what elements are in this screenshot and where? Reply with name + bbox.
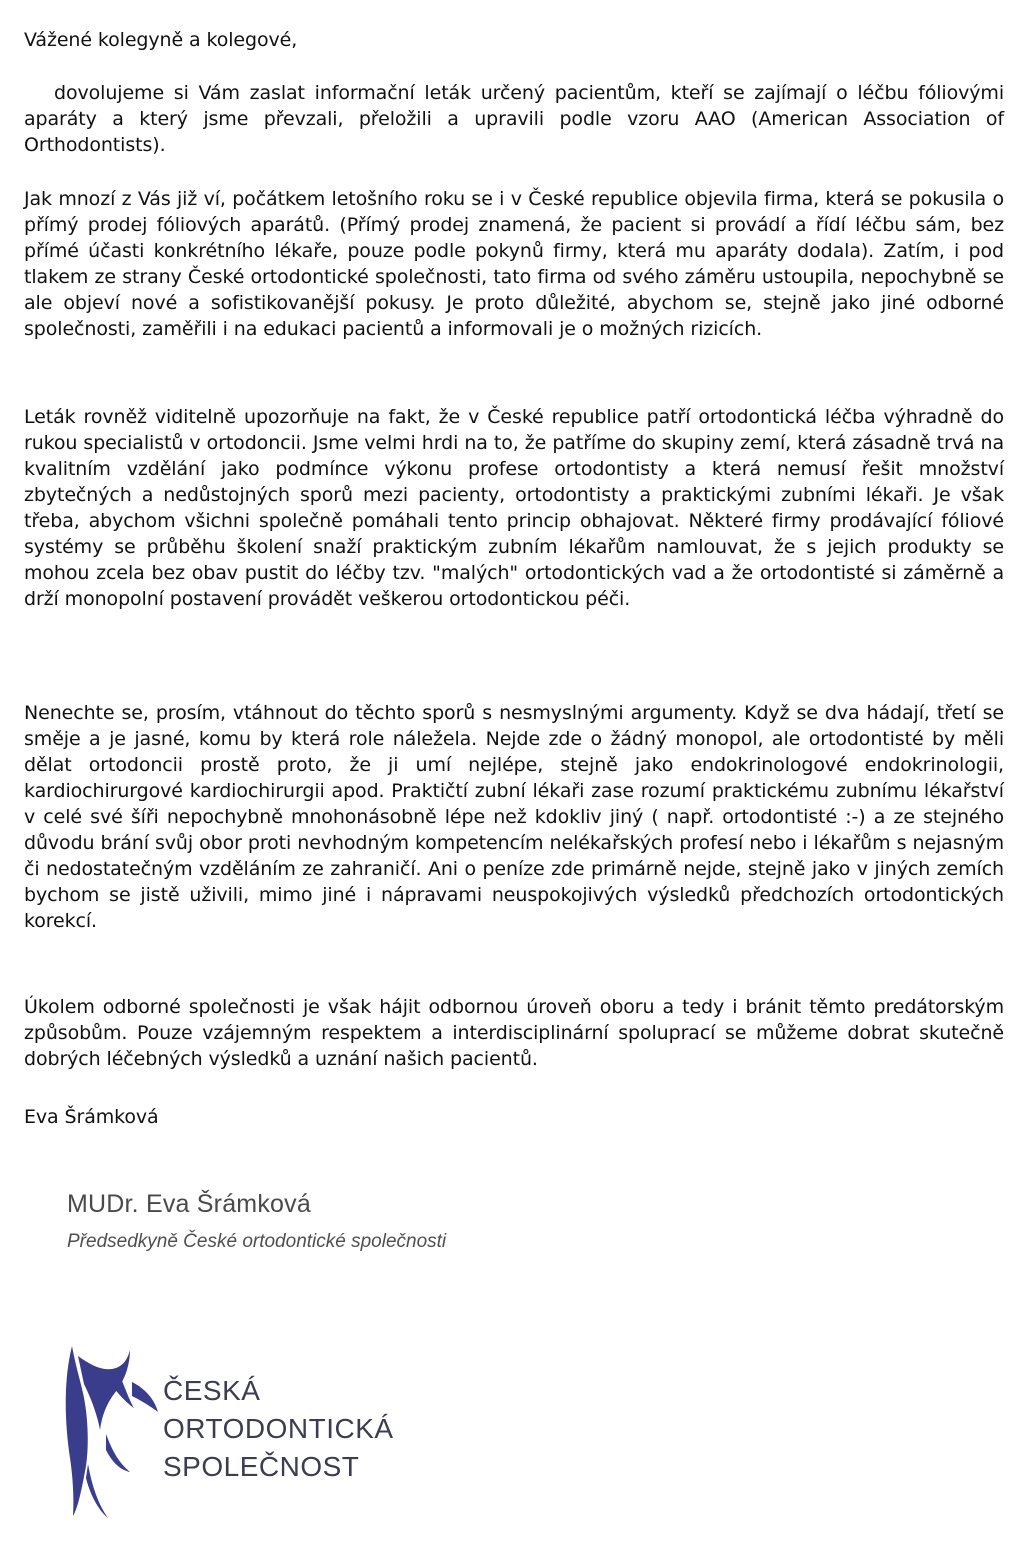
- logo-line-2: ORTODONTICKÁ: [163, 1413, 394, 1444]
- logo-line-1: ČESKÁ: [163, 1375, 261, 1406]
- logo-line-3: SPOLEČNOST: [163, 1451, 360, 1482]
- signature-block: [67, 1188, 446, 1254]
- letter-paragraph-closing: Úkolem odborné společnosti je však hájit odbornou úroveň oboru a tedy i bránit těmto predátorským způsobům. Pouze vzájemným respektem a interdisciplinární spoluprací se můžeme dobrat skutečně dobrých léčebných výsledků a uznání našich pacientů.: [24, 996, 1004, 1070]
- letter-greeting: Vážené kolegyně a kolegové,: [24, 29, 298, 51]
- logo-wordmark: [163, 1372, 394, 1486]
- tooth-logo-icon: [58, 1338, 168, 1523]
- letter-paragraph-intro: dovolujeme si Vám zaslat informační leták určený pacientům, kteří se zajímají o léčbu fóliovými aparáty a který jsme převzali, přeložili a upravili podle vzoru AAO (American Association of Orthodontists).: [24, 82, 1004, 156]
- signature-role: Předsedkyně České ortodontické společnosti: [67, 1231, 447, 1252]
- signature-full-name: MUDr. Eva Šrámková: [67, 1190, 311, 1218]
- letter-paragraph-specialists: Leták rovněž viditelně upozorňuje na fakt, že v České republice patří ortodontická léčba výhradně do rukou specialistů v ortodoncii. Jsme velmi hrdi na to, že patříme do skupiny zemí, která zásadně trvá na kvalitním vzdělání jako podmínce výkonu profese ortodontisty a která nemusí řešit množství zbytečných a nedůstojných sporů mezi pacienty, ortodontisty a praktickými zubními lékaři. Je však třeba, abychom všichni společně pomáhali tento princip obhajovat. Některé firmy prodávající fóliové systémy se průběhu školení snaží praktickým zubním lékařům namlouvat, že s jejich produkty se mohou zcela bez obav pustit do léčby tzv. "malých" ortodontických vad a že ortodontisté si záměrně a drží monopolní postavení provádět veškerou ortodontickou péči.: [24, 406, 1004, 610]
- letter-sign-off: Eva Šrámková: [24, 1106, 159, 1128]
- letter-paragraph-direct-sales: Jak mnozí z Vás již ví, počátkem letošního roku se i v České republice objevila firma, která se pokusila o přímý prodej fóliových aparátů. (Přímý prodej znamená, že pacient si provádí a řídí léčbu sám, bez přímé účasti konkrétního lékaře, pouze podle pokynů firmy, která mu aparáty dodala). Zatím, i pod tlakem ze strany České ortodontické společnosti, tato firma od svého záměru ustoupila, nepochybně se ale objeví nové a sofistikovanější pokusy. Je proto důležité, abychom se, stejně jako jiné odborné společnosti, zaměřili i na edukaci pacientů a informovali je o možných rizicích.: [24, 188, 1004, 340]
- society-logo: [58, 1338, 438, 1523]
- letter-paragraph-disputes: Nenechte se, prosím, vtáhnout do těchto sporů s nesmyslnými argumenty. Když se dva hádají, třetí se směje a je jasné, komu by která role náležela. Nejde zde o žádný monopol, ale ortodontisté by měli dělat ortodoncii prostě proto, že ji umí nejlépe, stejně jako endokrinologové endokrinologii, kardiochirurgové kardiochirurgii apod. Praktičtí zubní lékaři zase rozumí praktickému zubnímu lékařství v celé své šíři nepochybně mnohonásobně lépe než kdokliv jiný ( např. ortodontisté :-) a ze stejného důvodu brání svůj obor proti nevhodným kompetencím nelékařských profesí nebo i lékařům s nejasným či nedostatečným vzděláním ze zahraničí. Ani o peníze zde primárně nejde, stejně jako v jiných zemích bychom se jistě uživili, mimo jiné i nápravami neuspokojivých výsledků předchozích ortodontických korekcí.: [24, 702, 1004, 932]
